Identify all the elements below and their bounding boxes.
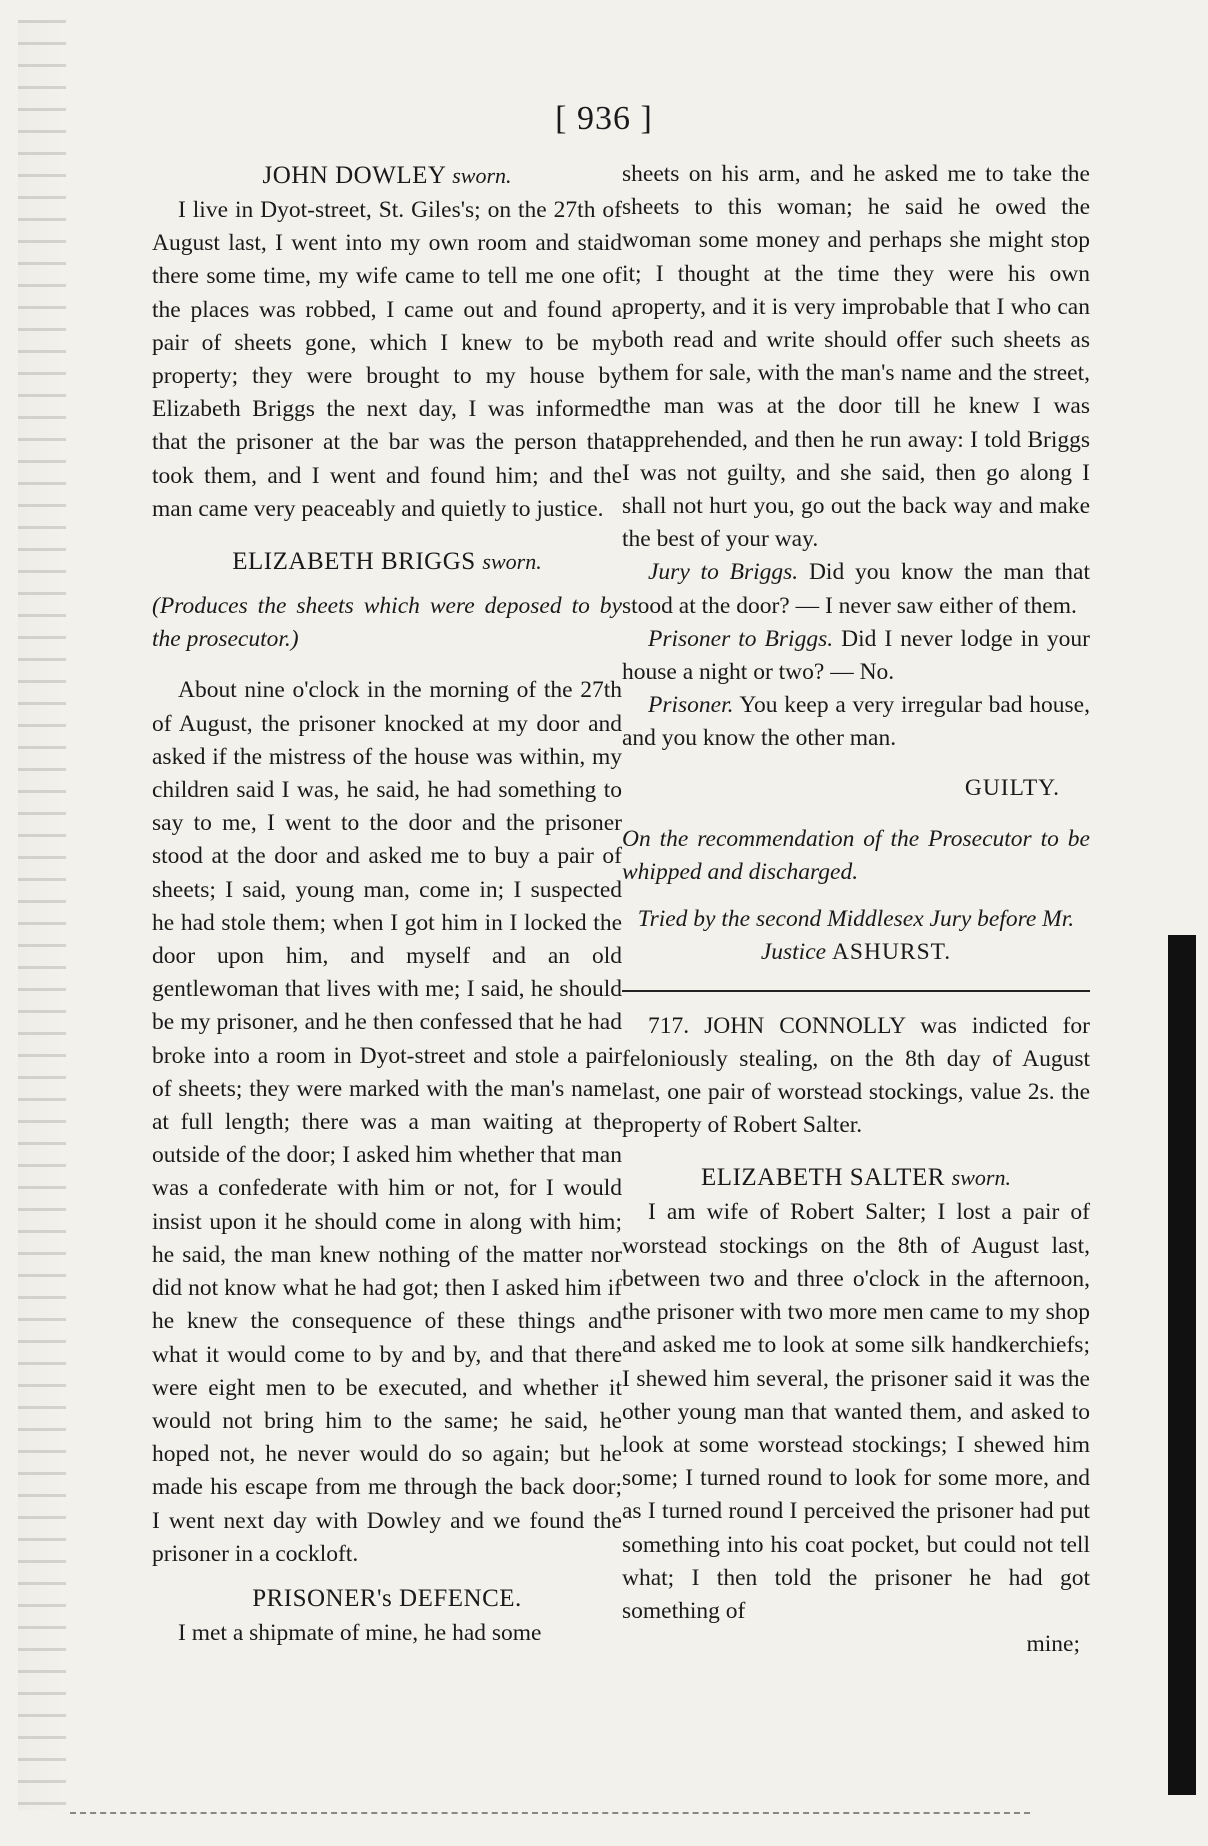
recommendation-note: On the recommendation of the Prosecutor to be whipped and discharged. — [622, 825, 1090, 886]
witness-name: ELIZABETH BRIGGS — [232, 548, 476, 576]
left-column — [152, 158, 622, 1650]
prisoner-defence-text: I met a shipmate of mine, he had some — [178, 1619, 542, 1646]
tried-by-text: Tried by the second Middlesex Jury before Mr. Justice — [637, 906, 1075, 966]
defence-continued: sheets on his arm, and he asked me to take the sheets to this woman; he said he owed the woman some money and perhaps she might stop it; I thought at the time they were his own property, and it is very improbable that I who can both read and write should offer such sheets as them for sale, with the man's name and the street, the man was at the door till he knew I was apprehended, and then he run away: I told Briggs I was not guilty, and she said, then go along I shall not hurt you, go out the back way and make the best of your way. — [622, 161, 1090, 553]
tried-by-line — [622, 903, 1090, 969]
witness-heading-dowley — [152, 158, 622, 194]
sworn-label: sworn. — [452, 163, 512, 188]
case-717-indictment: 717. JOHN CONNOLLY was indicted for feloniously stealing, on the 8th day of August last, one pair of worstead stockings, value 2s. the property of Robert Salter. — [622, 1012, 1090, 1139]
witness-heading-salter — [622, 1160, 1090, 1196]
witness-heading-briggs — [152, 544, 622, 580]
speaker-label: Prisoner. — [648, 692, 734, 719]
bottom-rule — [70, 1812, 1030, 1814]
sworn-label: sworn. — [482, 549, 542, 575]
exchange-prisoner-briggs — [622, 623, 1090, 689]
dowley-testimony: I live in Dyot-street, St. Giles's; on the 27th of August last, I went into my own room and staid there some time, my wife came to tell me one of the places was robbed, I came out and found a pair of sheets gone, which I knew to be my property; they were brought to my house by Elizabeth Briggs the next day, I was informed that the prisoner at the bar was the person that took them, and I went and found him; and the man came very peaceably and quietly to justice. — [152, 197, 622, 522]
judge-name: ASHURST. — [831, 939, 952, 966]
sworn-label: sworn. — [951, 1165, 1011, 1191]
section-divider — [622, 990, 1090, 992]
exchange-text: You keep a very irregular bad house, and you know the other man. — [622, 692, 1090, 752]
exchange-text: Did you know the man that stood at the door? — I never saw either of them. — [622, 559, 1090, 619]
exchange-prisoner — [622, 689, 1090, 755]
speaker-label: Prisoner to Briggs. — [648, 625, 834, 652]
witness-name: JOHN DOWLEY — [262, 162, 446, 189]
catchword: mine; — [1026, 1631, 1080, 1658]
witness-name: ELIZABETH SALTER — [701, 1164, 945, 1192]
produces-note: (Produces the sheets which were deposed to by the prosecutor.) — [152, 593, 622, 653]
page-number: [ 936 ] — [555, 100, 653, 137]
edge-bar — [1168, 935, 1196, 1795]
speaker-label: Jury to Briggs. — [648, 559, 799, 586]
prisoner-defence-heading: PRISONER's DEFENCE. — [252, 1584, 522, 1612]
right-column — [622, 158, 1090, 1661]
exchange-text: Did I never lodge in your house a night or two? — No. — [622, 625, 1091, 686]
binding-gutter — [18, 20, 66, 1810]
verdict: GUILTY. — [964, 774, 1060, 801]
exchange-jury-briggs — [622, 556, 1090, 622]
briggs-testimony: About nine o'clock in the morning of the 27th of August, the prisoner knocked at my door and asked if the mistress of the house was within, my children said I was, he said, he had something to say to me, I went to the door and the prisoner stood at the door and asked me to buy a pair of sheets; I said, young man, come in; I suspected he had stole them; when I got him in I locked the door upon him, and myself and an old gentlewoman that lives with me; I said, he should be my prisoner, and he then confessed that he had broke into a room in Dyot-street and stole a pair of sheets; they were marked with the man's name at full length; there was a man waiting at the outside of the door; I asked him whether that man was a confederate with him or not, for I would insist upon it he should come in along with him; he said, the man knew nothing of the matter nor did not know what he had got; then I asked him if he knew the consequence of these things and what it would come to by and by, and that there were eight men to be executed, and whether it would not bring him to the same; he said, he hoped not, he never would do so again; but he made his escape from me through the back door; I went next day with Dowley and we found the prisoner in a cockloft. — [152, 677, 622, 1567]
salter-testimony: I am wife of Robert Salter; I lost a pair of worstead stockings on the 8th of August last, between two and three o'clock in the afternoon, the prisoner with two more men came to my shop and asked me to look at some silk handkerchiefs; I shewed him several, the prisoner said it was the other young man that wanted them, and asked to look at some worstead stockings; I shewed him some; I turned round to look for some more, and as I turned round I perceived the prisoner had put something into his coat pocket, but could not tell what; I then told the prisoner he had got something of — [622, 1199, 1090, 1624]
